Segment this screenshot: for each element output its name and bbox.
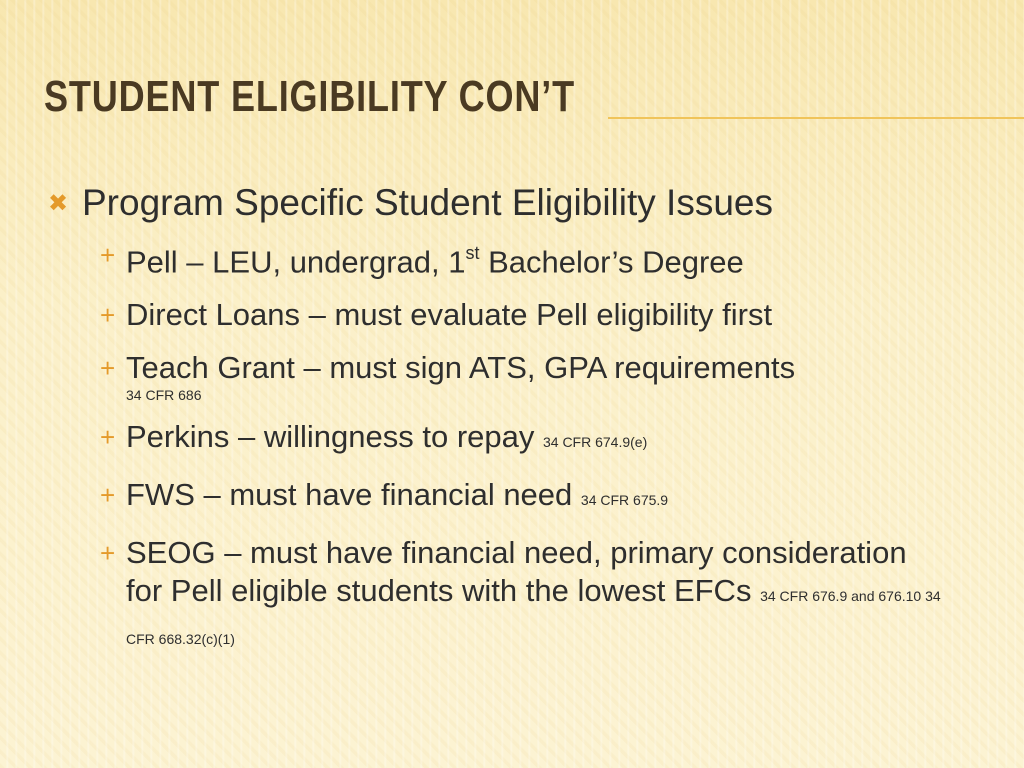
citation: 34 CFR 676.9 and 676.10 34 CFR 668.32(c)(1) — [126, 588, 941, 648]
plus-bullet-icon: + — [100, 538, 116, 569]
x-bullet-icon: ✖ — [48, 190, 69, 217]
sub-bullet-text: Direct Loans – must evaluate Pell eligibility first — [126, 297, 773, 333]
sub-bullet-text: FWS – must have financial need — [126, 477, 573, 513]
sub-bullet-text: Pell – LEU, undergrad, 1 — [126, 244, 466, 280]
sub-bullet-text: Perkins – willingness to repay — [126, 419, 535, 455]
plus-bullet-icon: + — [100, 422, 116, 453]
slide-content — [48, 182, 948, 673]
slide-title: STUDENT ELIGIBILITY CON’T — [44, 72, 575, 121]
sub-bullet-perkins — [100, 418, 948, 461]
sub-bullet-text: Teach Grant – must sign ATS, GPA requirements — [126, 350, 796, 386]
plus-bullet-icon: + — [100, 353, 116, 384]
superscript-st: st — [465, 243, 480, 263]
plus-bullet-icon: + — [100, 300, 116, 331]
title-underline — [608, 117, 1024, 119]
plus-bullet-icon: + — [100, 240, 116, 270]
plus-bullet-icon: + — [100, 480, 116, 511]
citation: 34 CFR 686 — [126, 387, 202, 404]
sub-bullet-list — [100, 236, 948, 658]
sub-bullet-seog — [100, 534, 948, 658]
main-bullet — [48, 182, 948, 224]
sub-bullet-teach-grant — [100, 349, 948, 403]
sub-bullet-text: SEOG – must have financial need, primary consideration for Pell eligible students with the lowest EFCs — [126, 535, 907, 609]
main-bullet-text: Program Specific Student Eligibility Issues — [82, 182, 773, 223]
sub-bullet-pell — [100, 236, 948, 281]
sub-bullet-fws — [100, 476, 948, 519]
sub-bullet-direct-loans — [100, 296, 948, 334]
sub-bullet-text-cont: Bachelor’s Degree — [479, 244, 744, 280]
citation: 34 CFR 675.9 — [580, 492, 669, 509]
citation: 34 CFR 674.9(e) — [542, 434, 648, 451]
